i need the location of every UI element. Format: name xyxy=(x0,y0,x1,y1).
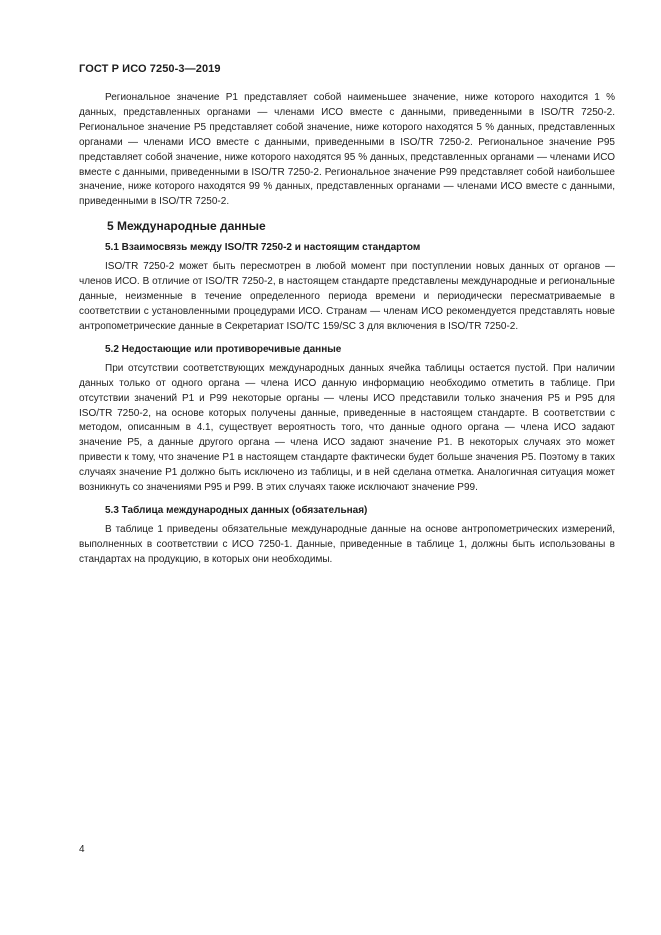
intro-paragraph: Региональное значение P1 представляет собой наименьшее значение, ниже которого находится 1 % данных, представленных органами — членами ИСО вместе с данными, приведенными в ISO/TR 7250-2. Региональное значение P5 представляет собой значение, ниже которого находятся 5 % данных, представленных органами — членами ИСО вместе с данными, приведенными в ISO/TR 7250-2. Региональное значение P95 представляет собой значение, ниже которого находятся 95 % данных, представленных органами — членами ИСО вместе с данными, приведенными в ISO/TR 7250-2. Региональное значение P99 представляет собой наибольшее значение, ниже которого находятся 99 % данных, представленных органами — членами ИСО вместе с данными, приведенными в ISO/TR 7250-2. xyxy=(79,92,615,208)
standard-designation: ГОСТ Р ИСО 7250-3—2019 xyxy=(79,63,221,75)
section-5-2-title: 5.2 Недостающие или противоречивые данные xyxy=(105,343,342,355)
section-5-2-paragraph: При отсутствии соответствующих международных данных ячейка таблицы остается пустой. При наличии данных только от одного органа — члена ИСО данную информацию необходимо отметить в таблице. При отсутствии значений P1 и P99 некоторые органы — члены ИСО представили только значения P5 и P95 для ISO/TR 7250-2, на основе которых получены данные, приведенные в настоящем стандарте. В соответствии с методом, описанным в 4.1, существует вероятность того, что данные одного органа — члена ИСО задают значение P5, а данные другого органа — члена ИСО задают значение P1. В некоторых случаях это может привести к тому, что значение P1 в настоящем стандарте фактически будет больше значения P5. Поэтому в таких случаях значение P1 должно быть исключено из таблицы, и в ней сделана отметка. Аналогичная ситуация может возникнуть со значениями P95 и P99. В этих случаях также исключают значение P99. xyxy=(79,362,615,494)
section-5-3-paragraph: В таблице 1 приведены обязательные международные данные на основе антропометрических измерений, выполненных в соответствии с ИСО 7250-1. Данные, приведенные в таблице 1, должны быть использованы в стандартах на продукцию, в которых они необходимы. xyxy=(79,523,615,565)
section-5-3-title: 5.3 Таблица международных данных (обязательная) xyxy=(105,504,368,516)
page-content xyxy=(79,91,615,577)
section-5-1-title: 5.1 Взаимосвязь между ISO/TR 7250-2 и настоящим стандартом xyxy=(105,242,421,254)
section-5-1-paragraph: ISO/TR 7250-2 может быть пересмотрен в любой момент при поступлении новых данных от органов — членов ИСО. В отличие от ISO/TR 7250-2, в настоящем стандарте представлены международные и региональные данные, неизменные в течение определенного периода времени и периодически пересматриваемые в соответствии с установленными процедурами ИСО. Странам — членам ИСО рекомендуется представлять новые антропометрические данные в Секретариат ISO/TC 159/SC 3 для включения в ISO/TR 7250-2. xyxy=(79,261,615,332)
section-5-title: 5 Международные данные xyxy=(107,219,266,234)
page-number: 4 xyxy=(79,844,85,855)
